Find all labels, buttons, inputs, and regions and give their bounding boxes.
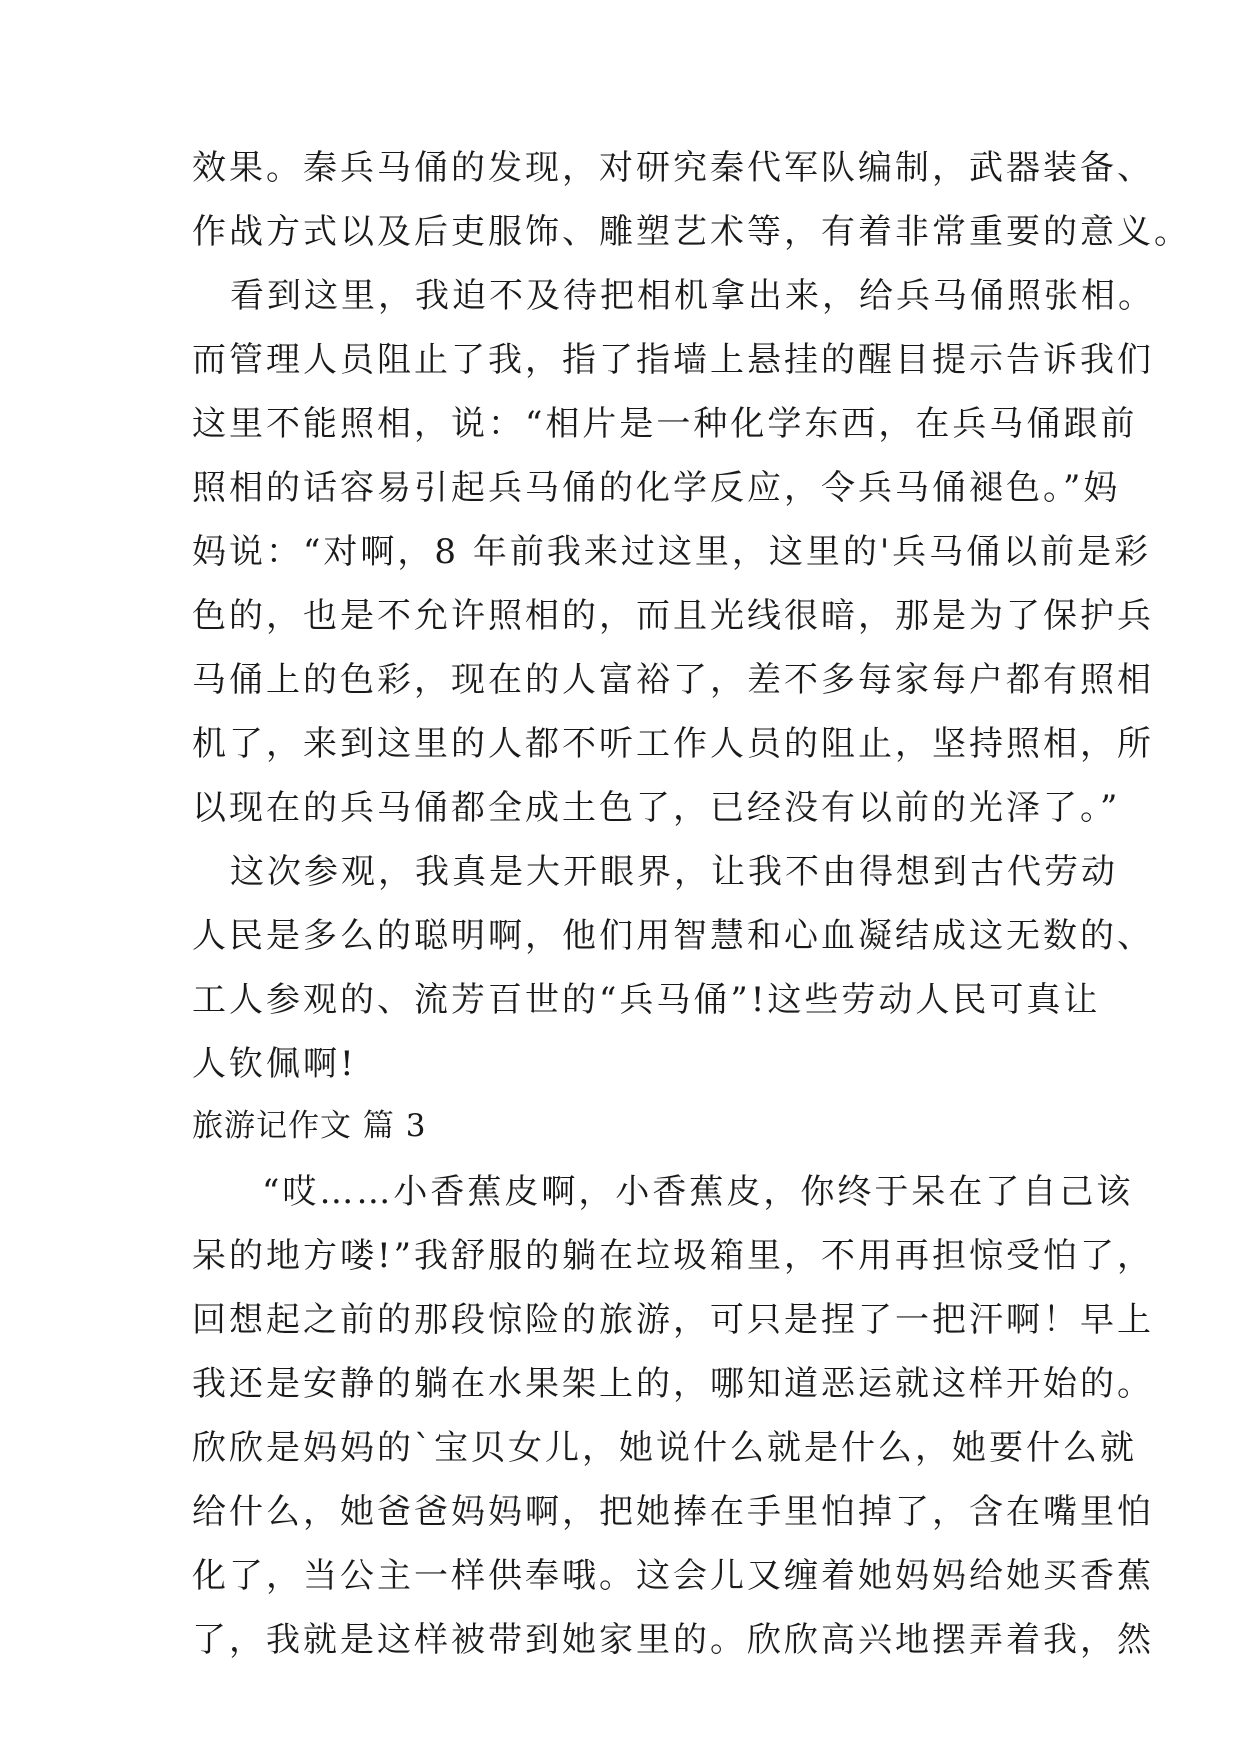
- paragraph-line: 呆的地方喽!”我舒服的躺在垃圾箱里，不用再担惊受怕了，: [192, 1236, 1155, 1276]
- paragraph-line: 妈说：“对啊，8 年前我来过这里，这里的'兵马俑以前是彩: [192, 532, 1152, 572]
- paragraph-line: 机了，来到这里的人都不听工作人员的阻止，坚持照相，所: [192, 724, 1154, 764]
- paragraph-line: 我还是安静的躺在水果架上的，哪知道恶运就这样开始的。: [192, 1364, 1154, 1404]
- paragraph-line: 马俑上的色彩，现在的人富裕了，差不多每家每户都有照相: [192, 660, 1154, 700]
- paragraph-line: 看到这里，我迫不及待把相机拿出来，给兵马俑照张相。: [230, 276, 1155, 316]
- paragraph-line: 了，我就是这样被带到她家里的。欣欣高兴地摆弄着我，然: [192, 1620, 1154, 1660]
- section-heading: 旅游记作文 篇 3: [192, 1108, 427, 1144]
- paragraph-line: 色的，也是不允许照相的，而且光线很暗，那是为了保护兵: [192, 596, 1154, 636]
- paragraph-line: 这次参观，我真是大开眼界，让我不由得想到古代劳动: [230, 852, 1118, 892]
- paragraph-line: 给什么，她爸爸妈妈啊，把她捧在手里怕掉了，含在嘴里怕: [192, 1492, 1154, 1532]
- paragraph-line: 人钦佩啊!: [192, 1044, 357, 1084]
- paragraph-line: 人民是多么的聪明啊，他们用智慧和心血凝结成这无数的、: [192, 916, 1154, 956]
- paragraph-line: 欣欣是妈妈的`宝贝女儿，她说什么就是什么，她要什么就: [192, 1428, 1137, 1468]
- paragraph-line: 化了，当公主一样供奉哦。这会儿又缠着她妈妈给她买香蕉: [192, 1556, 1154, 1596]
- paragraph-line: 而管理人员阻止了我，指了指墙上悬挂的醒目提示告诉我们: [192, 340, 1154, 380]
- paragraph-line: 回想起之前的那段惊险的旅游，可只是捏了一把汗啊！早上: [192, 1300, 1154, 1340]
- paragraph-line: 以现在的兵马俑都全成土色了，已经没有以前的光泽了。”: [192, 788, 1121, 828]
- paragraph-line: 这里不能照相，说：“相片是一种化学东西，在兵马俑跟前: [192, 404, 1138, 444]
- paragraph-line: “哎……小香蕉皮啊，小香蕉皮，你终于呆在了自己该: [262, 1172, 1134, 1212]
- paragraph-line: 工人参观的、流芳百世的“兵马俑”!这些劳动人民可真让: [192, 980, 1101, 1020]
- paragraph-line: 效果。秦兵马俑的发现，对研究秦代军队编制，武器装备、: [192, 148, 1154, 188]
- paragraph-line: 照相的话容易引起兵马俑的化学反应，令兵马俑褪色。”妈: [192, 468, 1121, 508]
- paragraph-line: 作战方式以及后吏服饰、雕塑艺术等，有着非常重要的意义。: [192, 212, 1191, 252]
